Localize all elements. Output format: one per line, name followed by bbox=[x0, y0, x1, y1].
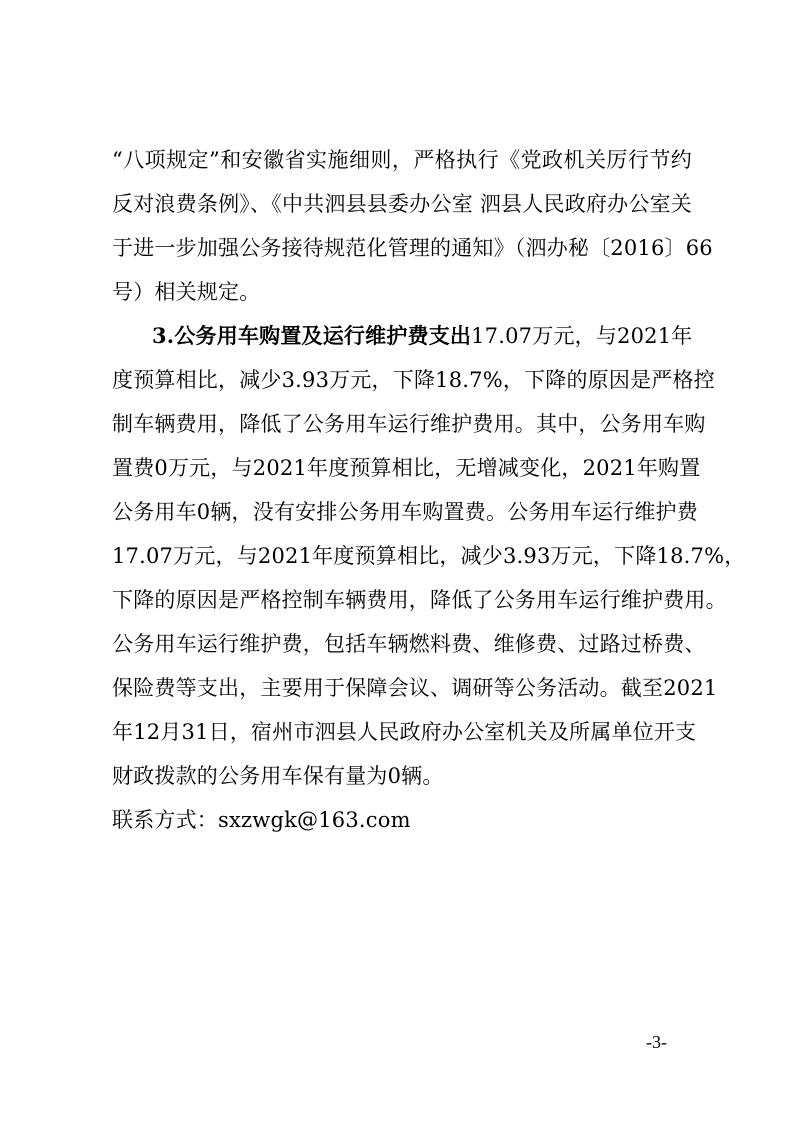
section-line: 制车辆费用，降低了公务用车运行维护费用。其中，公务用车购 bbox=[112, 412, 706, 436]
section-line: 财政拨款的公务用车保有量为0辆。 bbox=[112, 764, 444, 788]
section-line: 度预算相比，减少3.93万元，下降18.7%，下降的原因是严格控 bbox=[112, 368, 715, 392]
section-heading-continuation: 17.07万元，与2021年 bbox=[471, 324, 693, 348]
section-line: 年12月31日，宿州市泗县人民政府办公室机关及所属单位开支 bbox=[112, 720, 697, 744]
section-heading-line bbox=[152, 322, 692, 350]
section-line: 公务用车0辆，没有安排公务用车购置费。公务用车运行维护费 bbox=[112, 500, 698, 524]
section-line: 17.07万元，与2021年度预算相比，减少3.93万元，下降18.7%， bbox=[112, 544, 746, 568]
contact-line: 联系方式：sxzwgk@163.com bbox=[112, 808, 411, 832]
page-number: -3- bbox=[646, 1032, 667, 1052]
section-line: 公务用车运行维护费，包括车辆燃料费、维修费、过路过桥费、 bbox=[112, 632, 706, 656]
paragraph-line: “八项规定”和安徽省实施细则，严格执行《党政机关厉行节约 bbox=[112, 148, 692, 172]
section-line: 置费0万元，与2021年度预算相比，无增减变化，2021年购置 bbox=[112, 456, 701, 480]
paragraph-line: 号）相关规定。 bbox=[112, 280, 261, 304]
section-heading: 3.公务用车购置及运行维护费支出 bbox=[152, 323, 472, 348]
paragraph-line: 反对浪费条例》、《中共泗县县委办公室 泗县人民政府办公室关 bbox=[112, 192, 692, 216]
section-line: 下降的原因是严格控制车辆费用，降低了公务用车运行维护费用。 bbox=[112, 588, 727, 612]
paragraph-line: 于进一步加强公务接待规范化管理的通知》（泗办秘〔2016〕66 bbox=[112, 236, 713, 260]
section-line: 保险费等支出，主要用于保障会议、调研等公务活动。截至2021 bbox=[112, 676, 718, 700]
